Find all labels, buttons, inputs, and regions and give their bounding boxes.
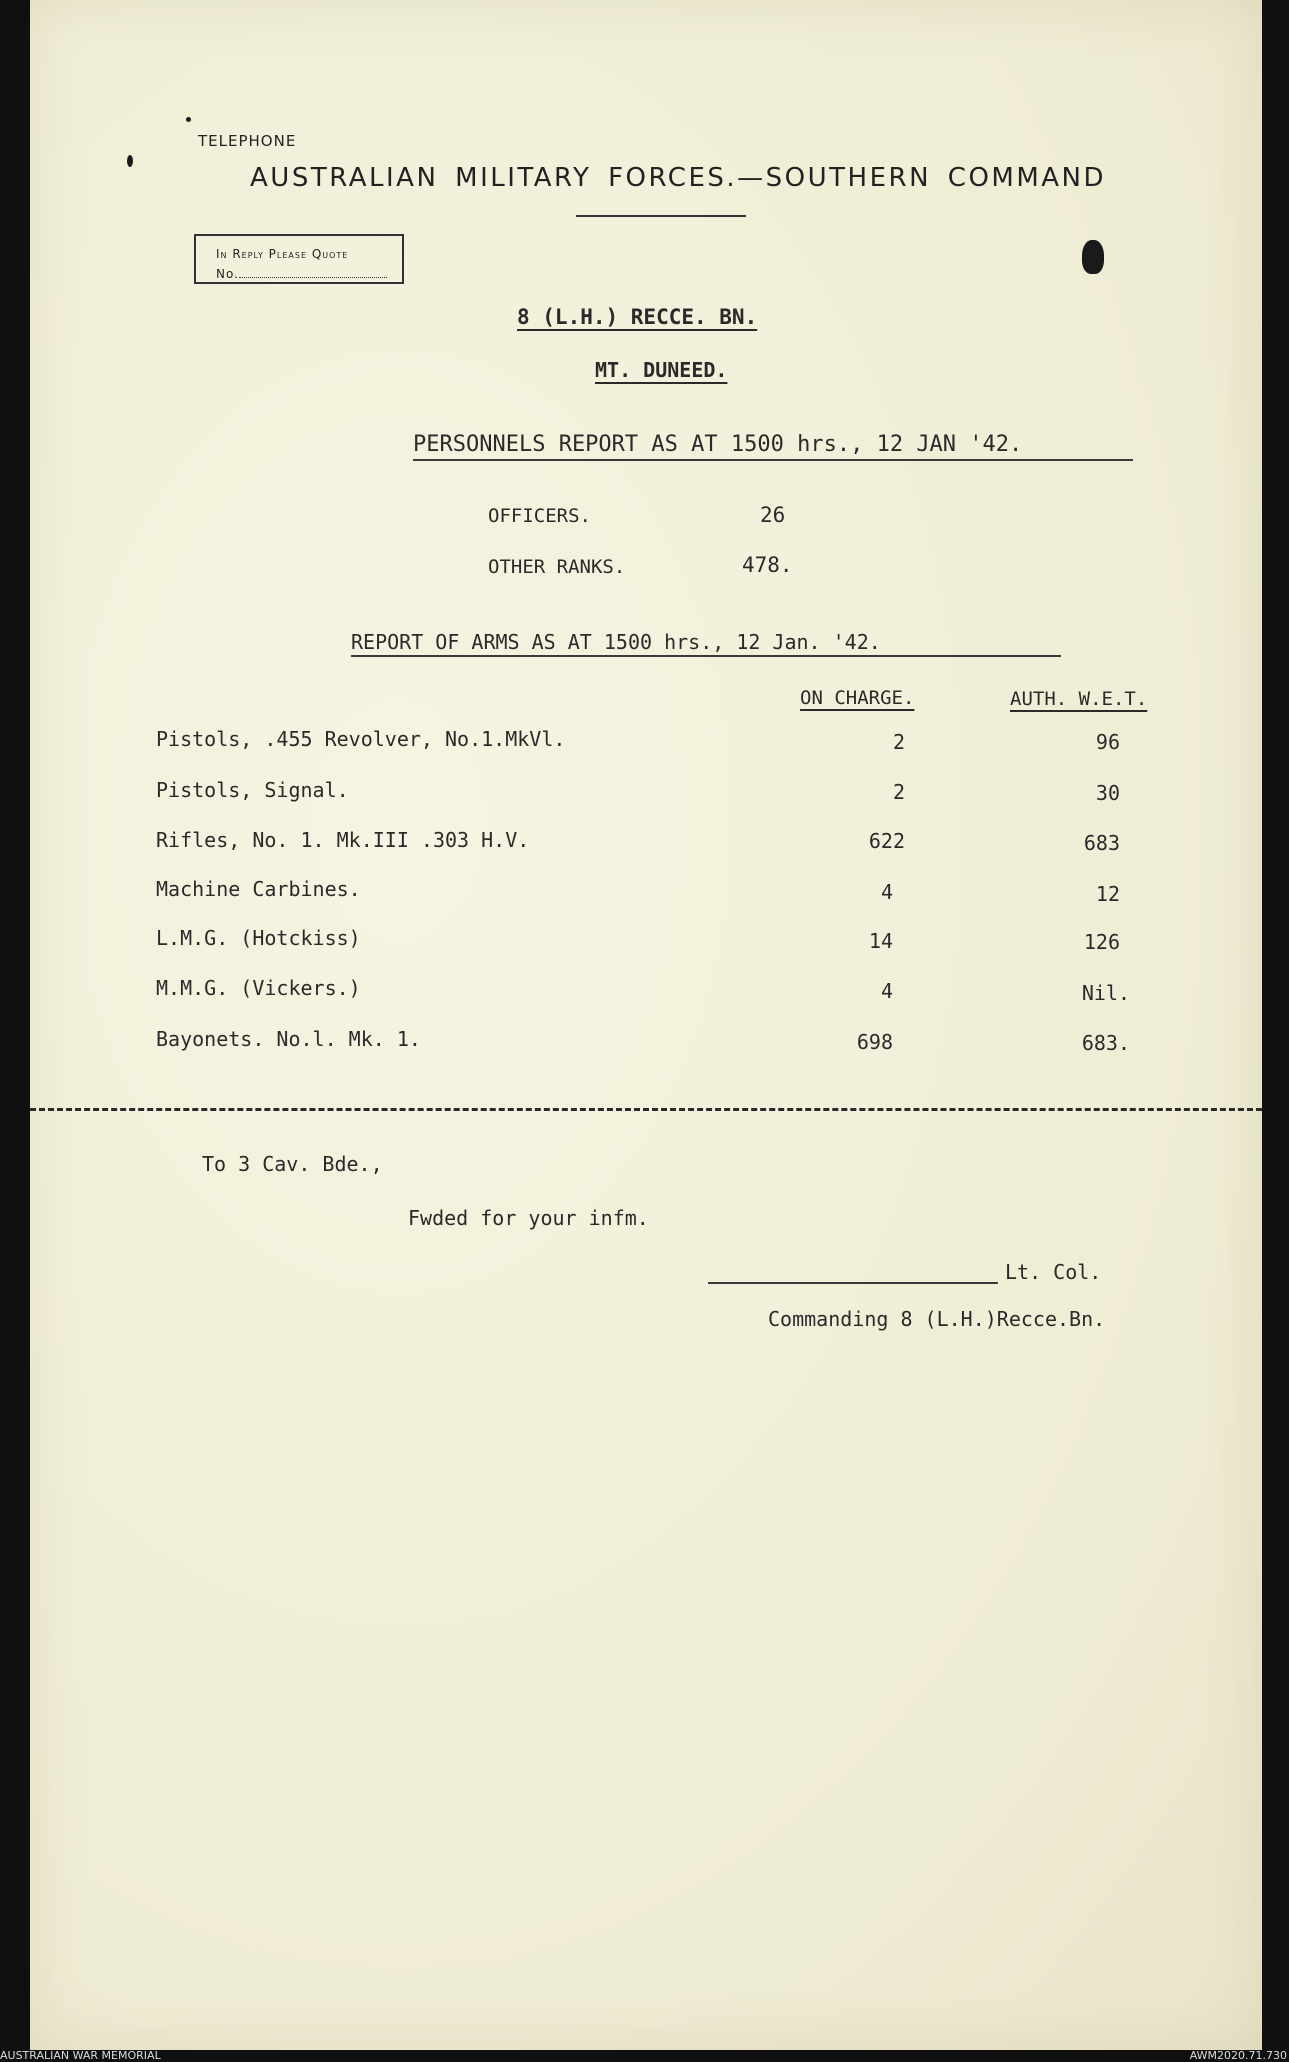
personnel-title-underline <box>413 459 1133 461</box>
reply-quote-number-line <box>216 264 402 284</box>
unit-location: MT. DUNEED. <box>595 358 728 382</box>
arms-row-auth: 30 <box>1095 781 1120 805</box>
officers-value: 26 <box>760 503 786 527</box>
signature-rank: Lt. Col. <box>1005 1260 1102 1284</box>
signature-line <box>708 1282 998 1284</box>
arms-row-on-charge: 14 <box>868 929 893 953</box>
torn-hole <box>1082 240 1104 274</box>
arms-report-title: REPORT OF ARMS AS AT 1500 hrs., 12 Jan. '42. <box>351 630 881 654</box>
endorsement-to: To 3 Cav. Bde., <box>202 1152 383 1176</box>
arms-row-item: Pistols, Signal. <box>156 778 349 802</box>
officers-label: OFFICERS. <box>488 505 591 527</box>
footer-accession-number: AWM2020.71.730 <box>1189 2049 1287 2062</box>
col-auth-wet-header: AUTH. W.E.T. <box>1010 688 1148 710</box>
arms-row-on-charge: 2 <box>892 730 905 754</box>
section-divider <box>30 1108 1262 1111</box>
arms-row-auth: 683. <box>1081 1031 1130 1055</box>
ink-spot <box>127 155 133 167</box>
arms-row-item: Bayonets. No.l. Mk. 1. <box>156 1027 421 1051</box>
col-on-charge-header: ON CHARGE. <box>800 687 915 709</box>
arms-row-auth: 683 <box>1083 831 1120 855</box>
arms-row-on-charge: 4 <box>880 880 893 904</box>
other-ranks-label: OTHER RANKS. <box>488 556 626 578</box>
unit-name: 8 (L.H.) RECCE. BN. <box>517 305 758 329</box>
footer-archive-name: AUSTRALIAN WAR MEMORIAL <box>0 2049 161 2062</box>
arms-row-item: M.M.G. (Vickers.) <box>156 976 361 1000</box>
telephone-label: TELEPHONE <box>198 132 297 150</box>
arms-title-underline <box>351 655 1061 657</box>
reply-quote-no: No. <box>216 267 239 281</box>
document-page <box>30 0 1262 2050</box>
other-ranks-value: 478. <box>742 553 793 577</box>
reply-quote-box <box>194 234 404 284</box>
arms-row-on-charge: 2 <box>892 780 905 804</box>
arms-row-item: Rifles, No. 1. Mk.III .303 H.V. <box>156 828 530 852</box>
ink-spot <box>186 117 191 122</box>
arms-row-item: L.M.G. (Hotckiss) <box>156 926 361 950</box>
arms-row-on-charge: 4 <box>880 979 893 1003</box>
letterhead-title: AUSTRALIAN MILITARY FORCES.—SOUTHERN COMMAND <box>250 163 1107 193</box>
arms-row-on-charge: 622 <box>868 829 905 853</box>
arms-row-item: Pistols, .455 Revolver, No.1.MkVl. <box>156 727 566 751</box>
signature-block: Commanding 8 (L.H.)Recce.Bn. <box>768 1307 1106 1331</box>
arms-row-auth: 126 <box>1083 930 1120 954</box>
endorsement-body: Fwded for your infm. <box>408 1206 649 1230</box>
personnel-report-title: PERSONNELS REPORT AS AT 1500 hrs., 12 JAN '42. <box>413 432 1023 457</box>
arms-row-on-charge: 698 <box>856 1030 893 1054</box>
reply-quote-label: In Reply Please Quote <box>216 247 349 261</box>
arms-row-auth: Nil. <box>1081 981 1130 1005</box>
arms-row-auth: 96 <box>1095 730 1120 754</box>
arms-row-auth: 12 <box>1095 882 1120 906</box>
arms-row-item: Machine Carbines. <box>156 877 361 901</box>
letterhead-rule <box>576 215 746 217</box>
